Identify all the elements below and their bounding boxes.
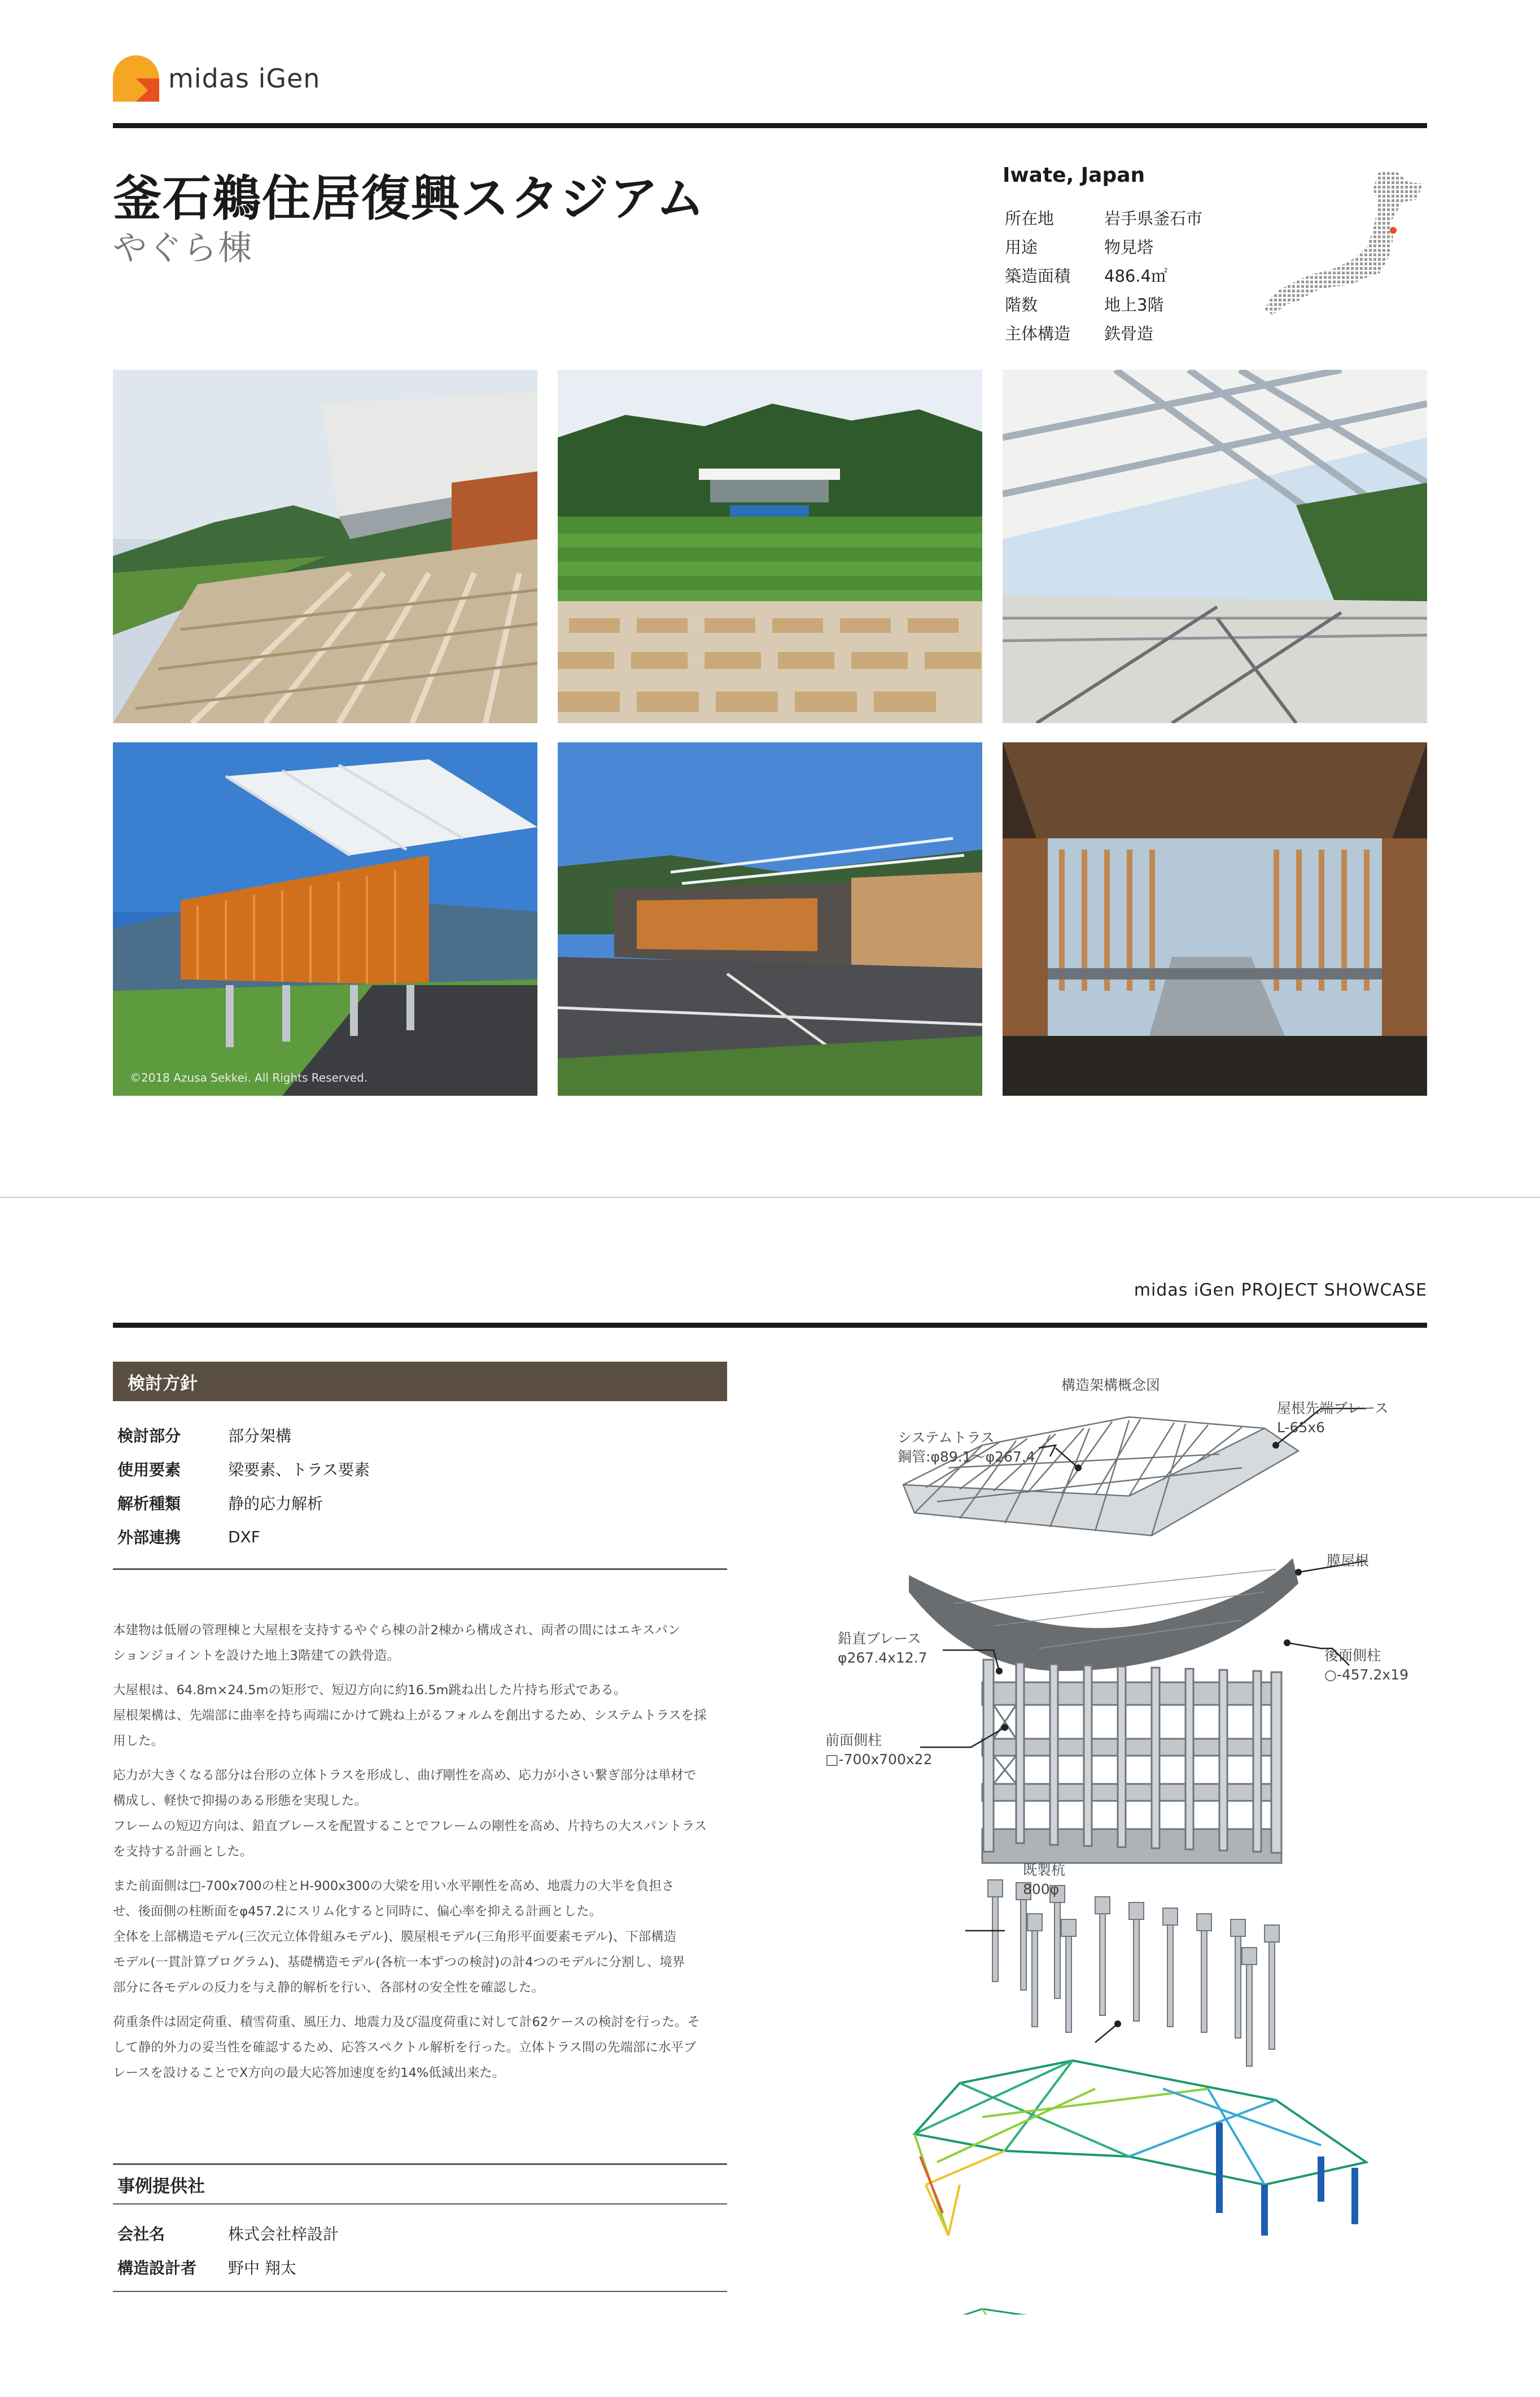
brand-logo [113,55,320,102]
label-rear-column: 後面側柱 ○-457.2x19 [1324,1647,1409,1683]
provider-bottom-rule [113,2291,727,2292]
provider-row [117,2250,339,2284]
structure-diagram [813,1355,1434,2315]
label-membrane-roof: 膜屋根 [1327,1552,1370,1569]
header-rule [113,123,1427,128]
provider-heading-rule [113,2203,727,2204]
photo-building [558,742,982,1096]
policy-value: 静的応力解析 [228,1494,323,1513]
policy-key: 解析種類 [117,1494,181,1513]
policy-row [117,1418,370,1452]
info-key: 主体構造 [1005,324,1071,343]
provider-row [117,2216,339,2250]
location-title: Iwate, Japan [1003,164,1145,187]
label-system-truss: システムトラス 鋼管:φ89.1〜φ267.4 [898,1429,1035,1465]
policy-key: 使用要素 [117,1460,181,1479]
photo-pitch [558,370,982,723]
paragraph: 荷重条件は固定荷重、積雪荷重、風圧力、地震力及び温度荷重に対して計62ケースの検討を行った。そ して静的外力の妥当性を確認するため、応答スペクトル解析を行った。立体トラス間の先端部に水平ブ レースを設けることでX方向の最大応答加速度を約14%低減出来た。 [113,2015,701,2080]
provider-heading: 事例提供社 [117,2176,205,2197]
policy-key: 検討部分 [117,1427,181,1445]
analysis-model-2 [898,2309,1321,2315]
policy-row [117,1452,370,1486]
info-value: 486.4㎡ [1104,266,1168,286]
provider-value: 株式会社梓設計 [228,2225,339,2243]
info-row [1005,290,1202,318]
info-value: 地上3階 [1104,295,1164,314]
info-value: 岩手県釜石市 [1104,209,1203,228]
midas-logo-icon [113,55,159,102]
policy-row [117,1520,370,1554]
provider-top-rule [113,2163,727,2165]
policy-table [117,1418,370,1554]
info-row [1005,203,1202,232]
label-vertical-brace: 鉛直ブレース φ267.4x12.7 [838,1630,928,1666]
project-info-table [1005,203,1202,347]
policy-rule [113,1568,727,1570]
info-key: 築造面積 [1005,266,1071,286]
policy-value: DXF [228,1527,260,1546]
analysis-model-1 [915,2061,1366,2236]
body-text [113,1618,734,2095]
photo-walkway [1003,370,1427,723]
diagram-title: 構造架構概念図 [1061,1377,1161,1393]
japan-map-icon [1260,167,1429,320]
photo-credit: ©2018 Azusa Sekkei. All Rights Reserved. [130,1071,368,1084]
page-1 [0,0,1540,1197]
policy-key: 外部連携 [117,1528,181,1547]
info-row [1005,318,1202,347]
photo-interior [1003,742,1427,1096]
provider-key: 会社名 [117,2225,165,2243]
policy-heading: 検討方針 [113,1362,727,1401]
photo-grandstand [113,370,537,723]
page2-header-rule [113,1323,1427,1328]
label-pile: 既製杭 800φ [1023,1862,1066,1897]
photo-tower [113,742,537,1096]
policy-row [117,1486,370,1520]
paragraph: 本建物は低層の管理棟と大屋根を支持するやぐら棟の計2棟から構成され、両者の間にはエキスパン ションジョイントを設けた地上3階建ての鉄骨造。 [113,1623,681,1663]
info-row [1005,261,1202,290]
page-separator [0,1197,1540,1198]
provider-value: 野中 翔太 [228,2259,296,2277]
paragraph: また前面側は□-700x700の柱とH-900x300の大梁を用い水平剛性を高め、地震力の大半を負担さ せ、後面側の柱断面をφ457.2にスリム化すると同時に、偏心率を抑える計画とした。 全体を上部構造モデル(三次元立体骨組みモデル)、膜屋根モデル(三角形平面要素モデル)、下部構造 モデル(一貫計算プログラム)、基礎構造モデル(各杭一本ずつの検討)の計4つのモデルに分割し、境界 部分に各モデルの反力を与え静的解析を行い、各部材の安全性を確認した。 [113,1879,685,1995]
showcase-label: midas iGen PROJECT SHOWCASE [1134,1280,1427,1300]
policy-value: 部分架構 [228,1427,292,1445]
info-key: 所在地 [1005,209,1055,228]
info-key: 用途 [1005,238,1038,257]
policy-value: 梁要素、トラス要素 [228,1460,370,1479]
brand-name: midas iGen [168,63,321,94]
page-title: 釜石鵜住居復興スタジアム [113,170,706,227]
page-subtitle: やぐら棟 [113,229,253,268]
label-roof-brace: 屋根先端ブレース L-65x6 [1277,1400,1389,1436]
info-row [1005,232,1202,261]
paragraph: 応力が大きくなる部分は台形の立体トラスを形成し、曲げ剛性を高め、応力が小さい繋ぎ部分は単材で 構成し、軽快で抑揚のある形態を実現した。 フレームの短辺方向は、鉛直ブレースを配置することでフレームの剛性を高め、片持ちの大スパントラス を支持する計画とした。 [113,1768,707,1859]
location-marker-icon [1390,227,1397,234]
piles [988,1880,1279,2066]
info-value: 鉄骨造 [1104,324,1154,343]
label-front-column: 前面側柱 □-700x700x22 [825,1732,933,1768]
info-value: 物見塔 [1104,238,1154,257]
paragraph: 大屋根は、64.8m×24.5mの矩形で、短辺方向に約16.5m跳ね出した片持ち形式である。 屋根架構は、先端部に曲率を持ち両端にかけて跳ね上がるフォルムを創出するため、システムトラスを採 用した。 [113,1683,707,1748]
info-key: 階数 [1005,295,1038,314]
provider-key: 構造設計者 [117,2259,197,2277]
provider-table [117,2216,339,2284]
steel-frame [982,1660,1281,1863]
membrane-roof [909,1558,1298,1671]
